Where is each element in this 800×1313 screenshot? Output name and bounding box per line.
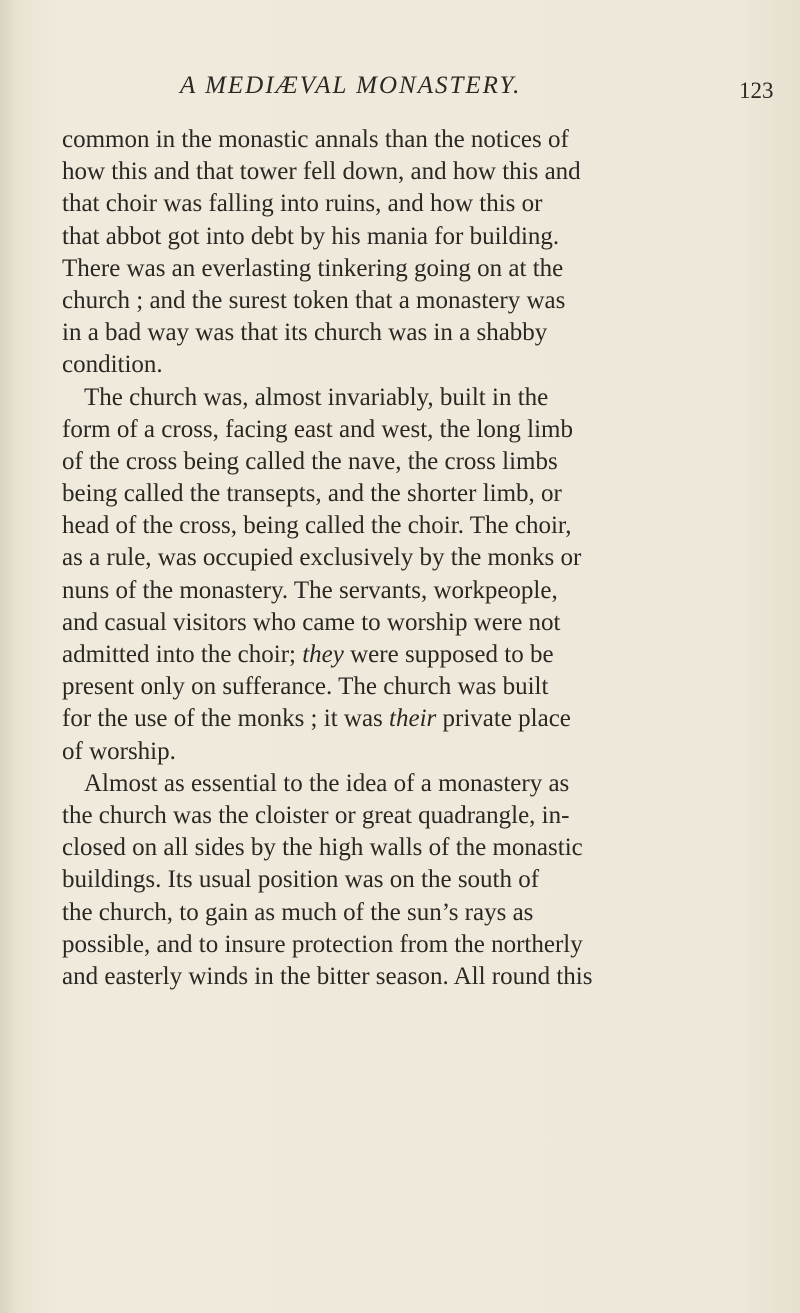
- page-number: 123: [739, 78, 774, 103]
- text-line: of worship.: [62, 737, 176, 765]
- text-line: and casual visitors who came to worship were not: [62, 608, 561, 636]
- text-line: buildings. Its usual position was on the south of: [62, 866, 540, 894]
- text-line: closed on all sides by the high walls of the monastic: [62, 834, 583, 862]
- text-line: the church, to gain as much of the sun’s rays as: [62, 898, 534, 926]
- text-line: and easterly winds in the bitter season. All round this: [62, 962, 593, 990]
- text-line: of the cross being called the nave, the cross limbs: [62, 447, 558, 475]
- text-line: head of the cross, being called the choir. The choir,: [62, 512, 572, 540]
- text-line: that choir was falling into ruins, and how this or: [62, 190, 543, 218]
- text-line: nuns of the monastery. The servants, workpeople,: [62, 576, 558, 604]
- text-line: common in the monastic annals than the notices of: [62, 126, 569, 153]
- text-line: form of a cross, facing east and west, the long limb: [62, 415, 573, 443]
- body-text: [62, 124, 752, 993]
- text-line: that abbot got into debt by his mania for building.: [62, 222, 560, 250]
- text-line: present only on sufferance. The church was built: [62, 673, 549, 701]
- text-line: admitted into the choir; they were supposed to be: [62, 641, 554, 668]
- text-line: There was an everlasting tinkering going on at the: [62, 254, 564, 282]
- text-line: the church was the cloister or great quadrangle, in-: [62, 801, 570, 829]
- text-line: being called the transepts, and the shorter limb, or: [62, 480, 562, 508]
- text-line: in a bad way was that its church was in a shabby: [62, 319, 548, 347]
- text-line: Almost as essential to the idea of a monastery as: [84, 769, 570, 797]
- running-title: A MEDIÆVAL MONASTERY.: [180, 72, 522, 99]
- text-line: condition.: [62, 351, 163, 379]
- italic-word: they: [302, 641, 344, 668]
- text-line: possible, and to insure protection from the northerly: [62, 930, 583, 958]
- italic-word: their: [389, 705, 437, 733]
- text-line: The church was, almost invariably, built in the: [84, 383, 549, 411]
- text-line: for the use of the monks ; it was their private place: [62, 705, 571, 733]
- text-line: church ; and the surest token that a monastery was: [62, 286, 566, 314]
- page-header: [0, 72, 800, 106]
- text-line: as a rule, was occupied exclusively by the monks or: [62, 544, 582, 572]
- text-line: how this and that tower fell down, and how this and: [62, 158, 581, 186]
